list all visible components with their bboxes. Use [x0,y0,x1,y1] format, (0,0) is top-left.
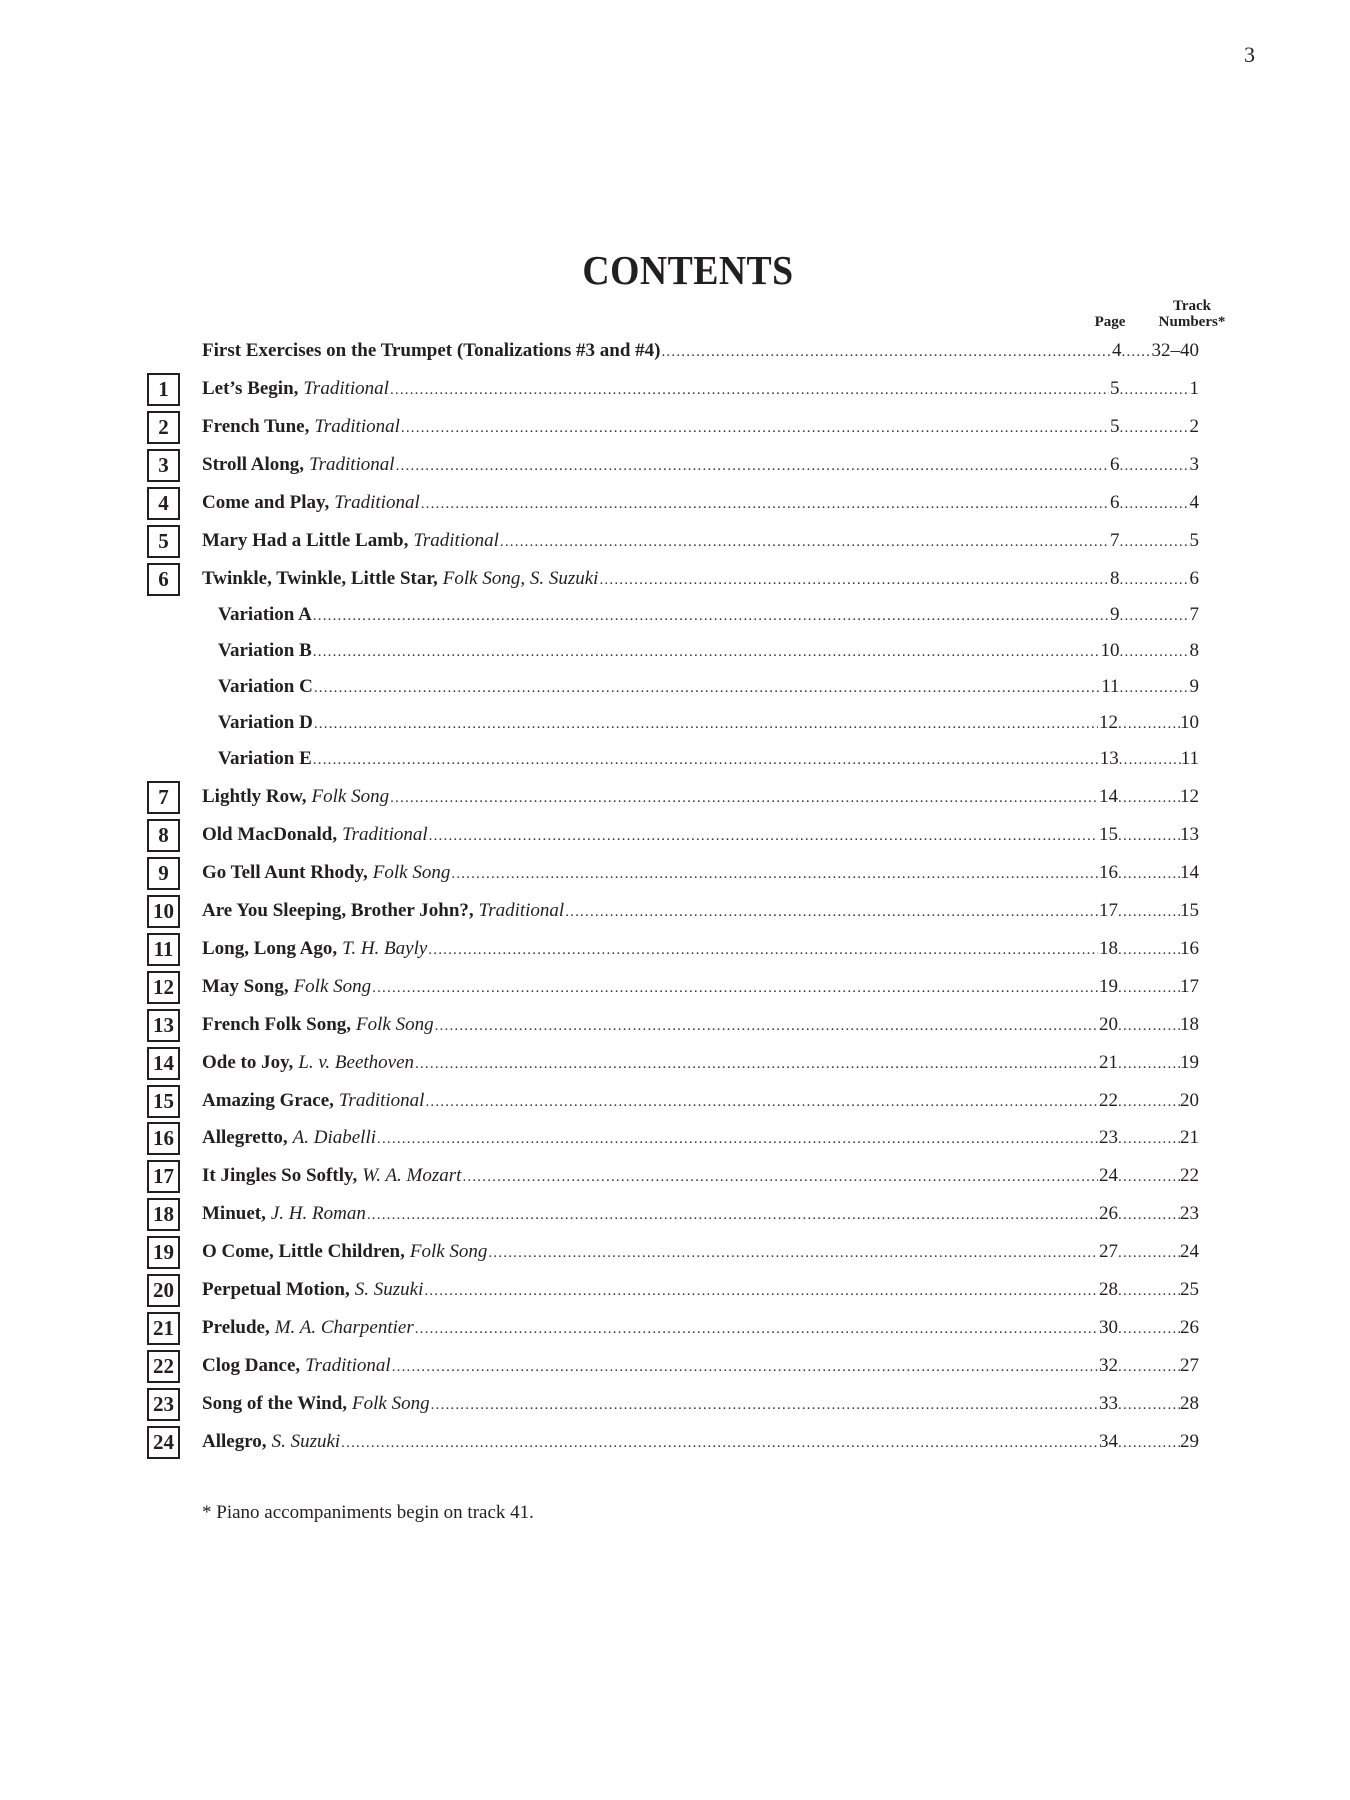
entry-page: 22 [1099,1090,1118,1111]
piece-number-box: 7 [147,781,180,814]
column-header-page: Page [1094,314,1126,330]
dot-leader-track [1118,1200,1180,1230]
entry-track: 28 [1180,1393,1199,1414]
piece-number-box: 5 [147,525,180,558]
piece-number-box: 2 [147,411,180,444]
entry-page: 11 [1101,676,1120,697]
entry-track: 11 [1180,748,1199,769]
dot-leader-track [1120,565,1190,595]
entry-page: 26 [1099,1203,1118,1224]
piece-number-box: 6 [147,563,180,596]
entry-composer: J. H. Roman [270,1203,366,1224]
entry-title: Stroll Along, [202,454,305,475]
entry-page: 28 [1099,1279,1118,1300]
entry-page: 17 [1099,900,1118,921]
piece-number-box: 24 [147,1426,180,1459]
entry-composer: A. Diabelli [292,1127,377,1148]
entry-page: 13 [1099,748,1119,769]
entry-title: French Folk Song, [202,1014,352,1035]
toc-entry [202,1427,1199,1457]
toc-entry [218,744,1199,774]
entry-title: Go Tell Aunt Rhody, [202,862,368,883]
entry-title: May Song, [202,976,289,997]
entry-page: 16 [1099,862,1118,883]
entry-track: 9 [1189,676,1199,697]
piece-number-box: 21 [147,1312,180,1345]
dot-leader [390,375,1109,405]
entry-composer: T. H. Bayly [342,938,428,959]
entry-page: 23 [1099,1127,1118,1148]
entry-title: Allegretto, [202,1127,288,1148]
dot-leader [451,859,1098,889]
dot-leader [599,565,1109,595]
entry-page: 18 [1099,938,1118,959]
dot-leader [661,337,1111,367]
page-number: 3 [1244,42,1255,67]
entry-composer: Traditional [478,900,565,921]
entry-title: Are You Sleeping, Brother John?, [202,900,474,921]
toc-entry [202,896,1199,926]
entry-track: 3 [1189,454,1199,475]
toc-entry [202,820,1199,850]
entry-page: 6 [1110,454,1120,475]
entry-track: 23 [1180,1203,1199,1224]
dot-leader-track [1118,1276,1180,1306]
dot-leader-track [1118,1087,1180,1117]
dot-leader [428,935,1098,965]
dot-leader-track [1118,1124,1180,1154]
entry-track: 32–40 [1151,340,1199,361]
toc-entry [202,1199,1199,1229]
column-header-track-line1: Track [1172,298,1212,314]
dot-leader-track [1120,601,1190,631]
entry-page: 15 [1099,824,1118,845]
dot-leader-track [1120,637,1190,667]
toc-entry [202,1389,1199,1419]
piece-number-box: 10 [147,895,180,928]
piece-number-box: 8 [147,819,180,852]
entry-track: 5 [1189,530,1199,551]
toc-entry [202,1275,1199,1305]
entry-composer: Traditional [338,1090,425,1111]
entry-page: 12 [1099,712,1118,733]
entry-title: First Exercises on the Trumpet (Tonalizations #3 and #4) [202,340,661,361]
entry-composer: Traditional [334,492,420,513]
entry-page: 14 [1099,786,1118,807]
entry-composer: Folk Song, S. Suzuki [442,568,599,589]
dot-leader-track [1118,783,1180,813]
dot-leader-track [1118,1049,1180,1079]
piece-number-box: 14 [147,1047,180,1080]
toc-entry [218,600,1199,630]
entry-title: It Jingles So Softly, [202,1165,358,1186]
dot-leader [462,1162,1098,1192]
dot-leader-track [1118,1352,1180,1382]
entry-track: 17 [1180,976,1199,997]
entry-composer: Traditional [303,378,389,399]
entry-composer: Traditional [305,1355,391,1376]
dot-leader-track [1118,1314,1180,1344]
entry-title: Minuet, [202,1203,266,1224]
toc-entry [202,1086,1199,1116]
dot-leader-track [1118,1390,1180,1420]
entry-title: Ode to Joy, [202,1052,294,1073]
entry-page: 9 [1110,604,1120,625]
entry-composer: S. Suzuki [271,1431,341,1452]
entry-title: Variation A [218,604,312,625]
dot-leader [425,1087,1098,1117]
dot-leader [313,637,1100,667]
dot-leader [565,897,1098,927]
column-header-track-numbers [1152,298,1232,330]
dot-leader [390,783,1098,813]
dot-leader [415,1049,1098,1079]
entry-title: Variation B [218,640,312,661]
entry-title: Come and Play, [202,492,330,513]
dot-leader [421,489,1109,519]
entry-track: 13 [1180,824,1199,845]
dot-leader [372,973,1098,1003]
piece-number-box: 15 [147,1085,180,1118]
dot-leader [431,1390,1098,1420]
entry-page: 33 [1099,1393,1118,1414]
piece-number-box: 23 [147,1388,180,1421]
entry-track: 14 [1180,862,1199,883]
entry-page: 7 [1110,530,1120,551]
dot-leader [314,673,1100,703]
entry-track: 6 [1189,568,1199,589]
entry-composer: Traditional [342,824,428,845]
dot-leader-track [1118,935,1180,965]
entry-composer: Folk Song [409,1241,488,1262]
toc-entry [202,336,1199,366]
toc-entry [218,636,1199,666]
piece-number-box: 13 [147,1009,180,1042]
dot-leader-track [1118,897,1180,927]
dot-leader-track [1119,745,1181,775]
entry-page: 8 [1110,568,1120,589]
piece-number-box: 12 [147,971,180,1004]
toc-entry [202,488,1199,518]
dot-leader-track [1118,859,1180,889]
entry-composer: S. Suzuki [354,1279,424,1300]
piece-number-box: 4 [147,487,180,520]
page-title: CONTENTS [582,247,794,293]
entry-title: Perpetual Motion, [202,1279,350,1300]
piece-number-box: 1 [147,373,180,406]
toc-entry [202,934,1199,964]
entry-page: 21 [1099,1052,1118,1073]
entry-track: 18 [1180,1014,1199,1035]
toc-entry [202,374,1199,404]
toc-entry [202,1123,1199,1153]
entry-track: 21 [1180,1127,1199,1148]
toc-entry [202,1048,1199,1078]
entry-track: 2 [1189,416,1199,437]
entry-page: 24 [1099,1165,1118,1186]
entry-title: Let’s Begin, [202,378,299,399]
entry-title: Variation D [218,712,313,733]
entry-title: O Come, Little Children, [202,1241,405,1262]
dot-leader [367,1200,1098,1230]
entry-track: 10 [1180,712,1199,733]
dot-leader-track [1120,413,1190,443]
dot-leader [435,1011,1098,1041]
entry-composer: Traditional [314,416,400,437]
entry-title: Mary Had a Little Lamb, [202,530,409,551]
dot-leader [415,1314,1098,1344]
entry-page: 4 [1112,340,1122,361]
dot-leader [401,413,1109,443]
entry-track: 8 [1189,640,1199,661]
entry-title: Clog Dance, [202,1355,301,1376]
toc-entry [202,1351,1199,1381]
dot-leader [500,527,1109,557]
dot-leader-track [1120,673,1190,703]
entry-title: Variation C [218,676,313,697]
dot-leader-track [1120,489,1190,519]
entry-composer: Folk Song [356,1014,434,1035]
dot-leader [341,1428,1098,1458]
entry-composer: Folk Song [372,862,451,883]
entry-page: 30 [1099,1317,1118,1338]
entry-track: 25 [1180,1279,1199,1300]
entry-page: 6 [1110,492,1120,513]
dot-leader-track [1120,527,1190,557]
entry-page: 34 [1099,1431,1118,1452]
dot-leader-track [1118,1428,1180,1458]
toc-entry [202,412,1199,442]
footnote: * Piano accompaniments begin on track 41. [202,1502,534,1523]
entry-title: French Tune, [202,416,310,437]
entry-title: Allegro, [202,1431,267,1452]
dot-leader-track [1118,1011,1180,1041]
entry-title: Lightly Row, [202,786,307,807]
entry-page: 27 [1099,1241,1118,1262]
entry-track: 4 [1189,492,1199,513]
dot-leader-track [1118,1162,1180,1192]
toc-entry [202,564,1199,594]
dot-leader-track [1120,375,1190,405]
dot-leader-track [1122,337,1152,367]
dot-leader [396,451,1109,481]
entry-composer: Traditional [413,530,499,551]
toc-entry [202,1313,1199,1343]
entry-track: 19 [1180,1052,1199,1073]
entry-track: 22 [1180,1165,1199,1186]
entry-page: 20 [1099,1014,1118,1035]
entry-title: Variation E [218,748,312,769]
dot-leader-track [1118,1238,1180,1268]
entry-page: 5 [1110,378,1120,399]
entry-track: 20 [1180,1090,1199,1111]
toc-entry [202,526,1199,556]
entry-composer: Folk Song [311,786,390,807]
entry-track: 1 [1189,378,1199,399]
entry-track: 26 [1180,1317,1199,1338]
toc-entry [202,1161,1199,1191]
entry-track: 12 [1180,786,1199,807]
dot-leader [488,1238,1098,1268]
entry-title: Prelude, [202,1317,270,1338]
dot-leader-track [1118,973,1180,1003]
entry-composer: L. v. Beethoven [298,1052,415,1073]
dot-leader-track [1118,709,1180,739]
entry-track: 15 [1180,900,1199,921]
piece-number-box: 16 [147,1122,180,1155]
entry-title: Old MacDonald, [202,824,338,845]
dot-leader [392,1352,1098,1382]
piece-number-box: 11 [147,933,180,966]
dot-leader [314,709,1098,739]
entry-composer: W. A. Mozart [362,1165,462,1186]
entry-track: 16 [1180,938,1199,959]
entry-page: 10 [1100,640,1120,661]
toc-entry [202,450,1199,480]
dot-leader [313,745,1099,775]
entry-track: 24 [1180,1241,1199,1262]
dot-leader [429,821,1098,851]
toc-entry [202,858,1199,888]
toc-entry [218,672,1199,702]
entry-title: Amazing Grace, [202,1090,334,1111]
piece-number-box: 17 [147,1160,180,1193]
dot-leader-track [1120,451,1190,481]
piece-number-box: 22 [147,1350,180,1383]
entry-page: 32 [1099,1355,1118,1376]
entry-composer: Folk Song [293,976,372,997]
dot-leader [313,601,1109,631]
dot-leader [424,1276,1098,1306]
dot-leader [377,1124,1098,1154]
toc-entry [202,782,1199,812]
entry-track: 29 [1180,1431,1199,1452]
entry-title: Long, Long Ago, [202,938,338,959]
entry-track: 7 [1189,604,1199,625]
entry-page: 19 [1099,976,1118,997]
column-header-track-line2: Numbers* [1158,314,1226,330]
entry-track: 27 [1180,1355,1199,1376]
piece-number-box: 18 [147,1198,180,1231]
entry-composer: Traditional [309,454,395,475]
piece-number-box: 20 [147,1274,180,1307]
entry-title: Song of the Wind, [202,1393,348,1414]
toc-entry [202,1237,1199,1267]
piece-number-box: 3 [147,449,180,482]
toc-entry [202,1010,1199,1040]
entry-composer: M. A. Charpentier [274,1317,414,1338]
piece-number-box: 19 [147,1236,180,1269]
entry-composer: Folk Song [352,1393,430,1414]
entry-title: Twinkle, Twinkle, Little Star, [202,568,438,589]
dot-leader-track [1118,821,1180,851]
toc-entry [202,972,1199,1002]
piece-number-box: 9 [147,857,180,890]
entry-page: 5 [1110,416,1120,437]
toc-entry [218,708,1199,738]
